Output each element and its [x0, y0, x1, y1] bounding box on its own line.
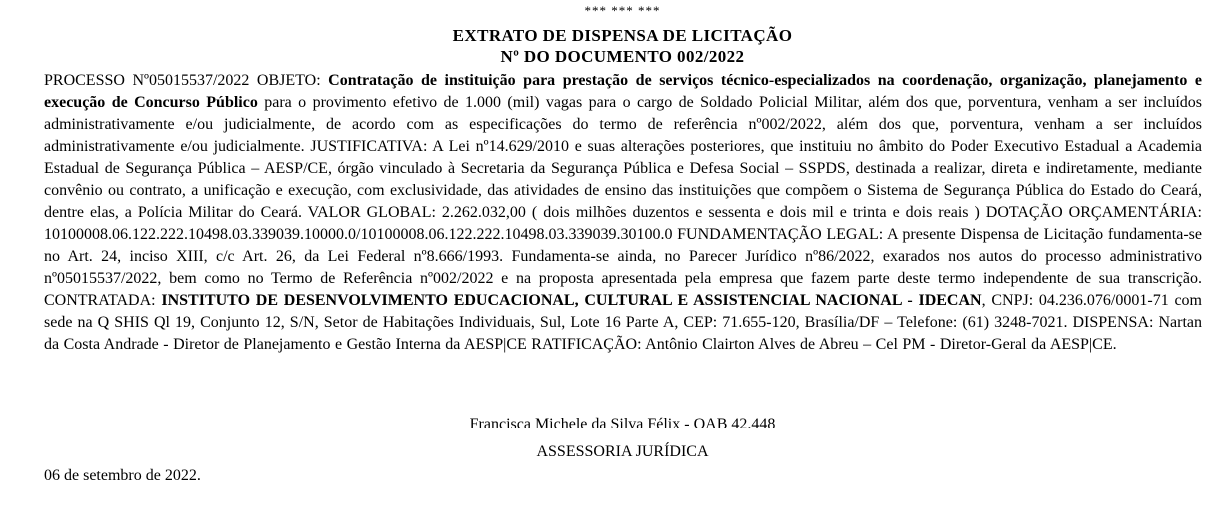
contractor-name: INSTITUTO DE DESENVOLVIMENTO EDUCACIONAL, CULTURAL E ASSISTENCIAL NACIONAL - IDECAN — [161, 292, 982, 309]
signatory-department: ASSESSORIA JURÍDICA — [536, 443, 709, 460]
process-text: PROCESSO Nº05015537/2022 OBJETO: — [44, 72, 329, 89]
signatory-name: Francisca Michele da Silva Félix - OAB 42.448 — [469, 416, 776, 428]
document-date: 06 de setembro de 2022. — [44, 467, 201, 484]
object-bold-text: Contratação de instituição para prestação de serviços técnico-especializados na coordenação, organização, planejamento e execução de Concurso Público — [44, 72, 1203, 111]
document-body — [44, 70, 1202, 356]
separator-stars: *** *** *** — [584, 3, 661, 18]
contractor-details-text: , CNPJ: 04.236.076/0001-71 com sede na Q SHIS Ql 19, Conjunto 12, S/N, Setor de Habitações Individuais, Sul, Lote 16 Parte A, CEP: 71.655-120, Brasília/DF – Telefone: (61) 3248-7021. DISPENSA: Nartan da Costa Andrade - Diretor de Planejamento e Gestão Interna da AESP|CE RATIFICAÇÃO: Antônio Clairton Alves de Abreu – Cel PM - Diretor-Geral da AESP|CE. — [44, 292, 1203, 353]
document-number: Nº DO DOCUMENTO 002/2022 — [500, 47, 745, 66]
document-title: EXTRATO DE DISPENSA DE LICITAÇÃO — [452, 26, 793, 45]
justification-text: para o provimento efetivo de 1.000 (mil) vagas para o cargo de Soldado Policial Militar, além dos que, porventura, venham a ser incluídos administrativamente e/ou judicialmente, de acordo com as especificações do termo de referência nº002/2022, além dos que, porventura, venham a ser incluídos administrativamente e/ou judicialmente. JUSTIFICATIVA: A Lei nº14.629/2010 e suas alterações posteriores, que instituiu no âmbito do Poder Executivo Estadual a Academia Estadual de Segurança Pública – AESP/CE, órgão vinculado à Secretaria da Segurança Pública e Defesa Social – SSPDS, destinada a realizar, direta e indiretamente, mediante convênio ou contrato, a unificação e execução, com exclusividade, das atividades de ensino das instituições que compõem o Sistema de Segurança Pública do Estado do Ceará, dentre elas, a Polícia Militar do Ceará. VALOR GLOBAL: 2.262.032,00 ( dois milhões duzentos e sessenta e dois mil e trinta e dois reais ) DOTAÇÃO ORÇAMENTÁRIA: 10100008.06.122.222.10498.03.339039.10000.0/10100008.06.122.222.10498.03.339039.30100.0 FUNDAMENTAÇÃO LEGAL: A presente Dispensa de Licitação fundamenta-se no Art. 24, inciso XIII, c/c Art. 26, da Lei Federal nº8.666/1993. Fundamenta-se ainda, no Parecer Jurídico nº86/2022, exarados nos autos do processo administrativo nº05015537/2022, bem como no Termo de Referência nº002/2022 e na proposta apresentada pela empresa que fazem parte deste termo independente de sua transcrição. CONTRATADA: — [44, 94, 1202, 309]
